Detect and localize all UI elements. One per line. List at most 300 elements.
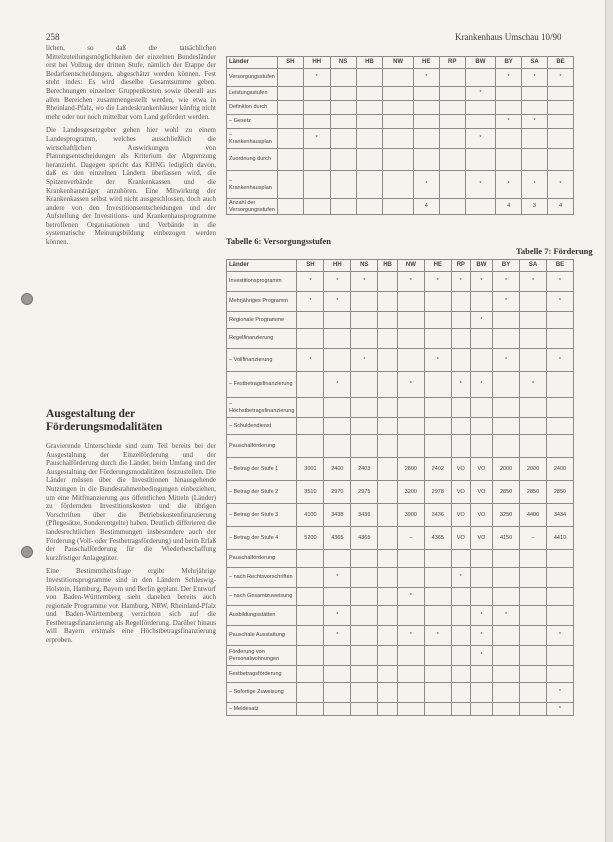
- table-cell: *: [397, 272, 424, 292]
- table-cell: [470, 666, 492, 683]
- column-header: HH: [324, 260, 351, 272]
- table-cell: [351, 626, 378, 646]
- table-cell: *: [324, 272, 351, 292]
- table-cell: 4410: [546, 527, 573, 550]
- table-cell: *: [496, 171, 522, 199]
- table-cell: [303, 171, 330, 199]
- table-cell: [520, 588, 547, 606]
- table-cell: [383, 129, 414, 149]
- table-cell: 4365: [424, 527, 451, 550]
- table-cell: *: [324, 292, 351, 312]
- table-cell: [330, 149, 356, 171]
- table-cell: [547, 101, 573, 115]
- paragraph: Eine Bestimmtheitsfrage ergibt Mehrjährige Investitionsprogramme sind in den Ländern Schleswig-Holstein, Hamburg, Bayern und Berlin geplant. Der Entwurf von Baden-Württemberg sieht daneben bereits auch regionale Programme vor. Hamburg, NRW, Rheinland-Pfalz und Baden-Württemberg verzichten sich auf die Festbetragsfinanzierung als Regelförderung. Darüber hinaus will Bayern erstmals eine Höchstbetragsfinanzierung erproben.: [46, 567, 216, 645]
- table-cell: 4: [496, 199, 522, 215]
- table-cell: 2850: [493, 481, 520, 504]
- table-cell: [383, 199, 414, 215]
- table-cell: [324, 683, 351, 703]
- table-cell: [324, 588, 351, 606]
- table-cell: [451, 550, 470, 568]
- table-cell: [493, 683, 520, 703]
- table-cell: [470, 329, 492, 349]
- table-cell: [546, 646, 573, 666]
- row-label: – Sofortige Zuweisung: [227, 683, 297, 703]
- table-cell: [470, 418, 492, 435]
- column-header: HB: [378, 260, 398, 272]
- table-cell: [397, 398, 424, 418]
- table-cell: [424, 606, 451, 626]
- table-cell: [297, 550, 324, 568]
- table-cell: [465, 69, 496, 87]
- table-cell: [522, 87, 548, 101]
- table-cell: [520, 606, 547, 626]
- table-cell: *: [451, 372, 470, 398]
- table-row: [227, 550, 574, 568]
- table-cell: [413, 149, 439, 171]
- table-cell: [330, 101, 356, 115]
- table-cell: [496, 101, 522, 115]
- row-label: – Krankenhausplan: [227, 171, 278, 199]
- column-header: HH: [303, 57, 330, 69]
- row-label: – Betrag der Stufe 3: [227, 504, 297, 527]
- table-cell: [451, 435, 470, 458]
- table-row: [227, 481, 574, 504]
- table-foerderung: [226, 259, 574, 716]
- row-label: Anzahl der Versorgungsstufen: [227, 199, 278, 215]
- column-header: NS: [330, 57, 356, 69]
- table-cell: [297, 329, 324, 349]
- table-cell: [520, 329, 547, 349]
- table-cell: *: [496, 115, 522, 129]
- table-cell: *: [493, 606, 520, 626]
- table-cell: [277, 101, 303, 115]
- table-cell: [493, 329, 520, 349]
- table-cell: [351, 703, 378, 716]
- table-cell: [493, 568, 520, 588]
- column-header: BE: [547, 57, 573, 69]
- table-cell: [547, 87, 573, 101]
- table-cell: [324, 550, 351, 568]
- table-cell: [451, 312, 470, 329]
- table-cell: [397, 703, 424, 716]
- column-header: BW: [465, 57, 496, 69]
- table-cell: 3510: [297, 481, 324, 504]
- table-cell: [520, 550, 547, 568]
- table-cell: *: [465, 171, 496, 199]
- table-cell: [330, 129, 356, 149]
- table-row: [227, 329, 574, 349]
- column-header: Länder: [227, 260, 297, 272]
- table-row: [227, 101, 574, 115]
- table-header-row: [227, 260, 574, 272]
- table-cell: [277, 129, 303, 149]
- table-cell: VO: [451, 504, 470, 527]
- table-row: [227, 606, 574, 626]
- table-cell: [439, 199, 465, 215]
- row-label: – Höchstbetragsfinanzierung: [227, 398, 297, 418]
- table-cell: [303, 87, 330, 101]
- table-cell: *: [546, 626, 573, 646]
- column-header: SH: [297, 260, 324, 272]
- table-cell: 2970: [324, 481, 351, 504]
- table-cell: [383, 115, 414, 129]
- table-cell: [424, 568, 451, 588]
- table-cell: 3436: [424, 504, 451, 527]
- table-cell: [522, 149, 548, 171]
- table-cell: *: [351, 272, 378, 292]
- row-label: – Meldesatz: [227, 703, 297, 716]
- table-cell: [330, 115, 356, 129]
- table-row: [227, 87, 574, 101]
- paragraph: lichen, so daß die tatsächlichen Mittelzuteilungsmöglichkeiten der einzelnen Bundesländer erst bei Vollzug der dritten Stufe, nämlich der Etappe der Bedarfsentscheidungen, abgeschätzt werden können. Fest steht indes: Es wird dieselbe Gesamtsumme geben. Berechnungen einzelner Gruppenkosten sowie überall aus allen Bereichen zusammengestellt werden, wie etwa in Rheinland-Pfalz, wo die Landeskrankenhäuser künftig nicht mehr oder nur noch mittelbar vom Land gefördert werden.: [46, 44, 216, 121]
- table-cell: [383, 87, 414, 101]
- column-header: NS: [351, 260, 378, 272]
- table-cell: [424, 418, 451, 435]
- table-cell: [496, 87, 522, 101]
- table-row: [227, 568, 574, 588]
- table-cell: 2978: [424, 481, 451, 504]
- table-cell: *: [424, 272, 451, 292]
- table-cell: [493, 418, 520, 435]
- table-row: [227, 349, 574, 372]
- table-cell: [424, 703, 451, 716]
- table-cell: 3438: [324, 504, 351, 527]
- table-cell: [465, 115, 496, 129]
- table-cell: [547, 129, 573, 149]
- table-cell: VO: [470, 458, 492, 481]
- table-cell: [451, 292, 470, 312]
- table-cell: 2402: [424, 458, 451, 481]
- table-cell: [424, 683, 451, 703]
- row-label: – Vollfinanzierung: [227, 349, 297, 372]
- table-cell: *: [465, 87, 496, 101]
- table-cell: [397, 550, 424, 568]
- table-cell: [470, 349, 492, 372]
- table-cell: [303, 199, 330, 215]
- table-cell: [351, 418, 378, 435]
- table-cell: 3001: [297, 458, 324, 481]
- page-number: 258: [46, 32, 60, 42]
- table-cell: [397, 435, 424, 458]
- table-cell: 3436: [351, 504, 378, 527]
- table-cell: [424, 292, 451, 312]
- table-cell: [470, 568, 492, 588]
- table-cell: [324, 349, 351, 372]
- table-cell: [324, 435, 351, 458]
- table-cell: [356, 199, 383, 215]
- column-header: BY: [496, 57, 522, 69]
- table-cell: [493, 550, 520, 568]
- page-edge: [605, 0, 613, 842]
- table-cell: [451, 606, 470, 626]
- table-cell: [522, 101, 548, 115]
- table-cell: [470, 550, 492, 568]
- table-cell: [324, 703, 351, 716]
- table-cell: [378, 272, 398, 292]
- table-cell: *: [397, 626, 424, 646]
- paragraph: Gravierende Unterschiede sind zum Teil bereits bei der Ausgestaltung der Einzelförderung und der Pauschalförderung durch die Länder, beim Umfang und der Ausgestaltung der Förderungsmodalitäten festzustellen. Die Länder müssen über die Investitionen hinausgehende Nutzungen in die Bundesrahmenbedingungen einbeziehen, um eine Mitfinanzierung aus öffentlichen Mitteln (Länder) zu fördernden Investitionskosten und die übrigen Vorschriften über die Betriebskostenfinanzierung (Pflegesätze, Sonderentgelte) haben. Deutlich differieren die landesrechtlichen Bestimmungen insbesondere auch der Förderung (Voll- oder Festbetragsförderung) und beim Erlaß der Pauschalförderung für die Wiederbeschaffung kurzfristiger Anlagegüter.: [46, 442, 216, 562]
- table-cell: [397, 646, 424, 666]
- table-cell: VO: [470, 504, 492, 527]
- row-label: – Betrag der Stufe 1: [227, 458, 297, 481]
- table-cell: 3434: [546, 504, 573, 527]
- row-label: – Gesetz: [227, 115, 278, 129]
- table-cell: [424, 550, 451, 568]
- table-row: [227, 398, 574, 418]
- table-cell: *: [546, 292, 573, 312]
- table-cell: *: [297, 292, 324, 312]
- table-cell: [297, 606, 324, 626]
- table-cell: [451, 703, 470, 716]
- table-cell: [413, 101, 439, 115]
- table-cell: [383, 149, 414, 171]
- table-cell: *: [413, 171, 439, 199]
- table-row: [227, 458, 574, 481]
- row-label: Versorgungsstufen: [227, 69, 278, 87]
- table-cell: [378, 527, 398, 550]
- table-cell: [397, 292, 424, 312]
- table-cell: [493, 312, 520, 329]
- table-cell: 5200: [297, 527, 324, 550]
- table-cell: *: [470, 372, 492, 398]
- table-cell: [356, 69, 383, 87]
- table-header-row: [227, 57, 574, 69]
- table-cell: [397, 312, 424, 329]
- table-cell: 4: [547, 199, 573, 215]
- row-label: – Festbetragsfinanzierung: [227, 372, 297, 398]
- table-cell: [424, 398, 451, 418]
- table-cell: *: [547, 171, 573, 199]
- table-cell: [451, 626, 470, 646]
- table-cell: [520, 418, 547, 435]
- table-cell: [324, 418, 351, 435]
- row-label: Förderung von Personalwohnungen: [227, 646, 297, 666]
- table-cell: [520, 349, 547, 372]
- table-cell: [546, 588, 573, 606]
- table-cell: [356, 87, 383, 101]
- table-cell: *: [520, 372, 547, 398]
- table-cell: VO: [451, 481, 470, 504]
- table-cell: [378, 458, 398, 481]
- column-header: NW: [383, 57, 414, 69]
- table-cell: [546, 666, 573, 683]
- table-cell: 3: [522, 199, 548, 215]
- table-cell: *: [413, 69, 439, 87]
- row-label: Regelfinanzierung: [227, 329, 297, 349]
- column-header: BE: [546, 260, 573, 272]
- row-label: – nach Rechtsvorschriften: [227, 568, 297, 588]
- table-versorgungsstufen: [226, 56, 574, 215]
- row-label: – Krankenhausplan: [227, 129, 278, 149]
- table-cell: [451, 418, 470, 435]
- table-row: [227, 69, 574, 87]
- table-row: [227, 129, 574, 149]
- table-cell: *: [470, 606, 492, 626]
- table-cell: *: [424, 349, 451, 372]
- table-cell: *: [470, 626, 492, 646]
- row-label: Zuordnung durch: [227, 149, 278, 171]
- table-cell: [378, 703, 398, 716]
- table-cell: [324, 312, 351, 329]
- table-cell: 2800: [397, 458, 424, 481]
- table-cell: [297, 683, 324, 703]
- table-row: [227, 199, 574, 215]
- table-cell: [493, 703, 520, 716]
- table-cell: 2400: [324, 458, 351, 481]
- table-cell: [439, 115, 465, 129]
- row-label: Pauschalförderung: [227, 550, 297, 568]
- punch-hole: [21, 293, 33, 305]
- table-cell: *: [522, 171, 548, 199]
- table-cell: VO: [451, 527, 470, 550]
- table-cell: [451, 588, 470, 606]
- table-cell: 2975: [351, 481, 378, 504]
- table-cell: [546, 550, 573, 568]
- table-cell: [324, 398, 351, 418]
- row-label: Pauschale Ausstattung: [227, 626, 297, 646]
- table-cell: [351, 666, 378, 683]
- table-cell: [413, 115, 439, 129]
- row-label: – Betrag der Stufe 2: [227, 481, 297, 504]
- table-cell: [451, 329, 470, 349]
- table-cell: [470, 683, 492, 703]
- column-header: HB: [356, 57, 383, 69]
- table-cell: 2400: [546, 458, 573, 481]
- table-cell: [356, 115, 383, 129]
- table-cell: [351, 588, 378, 606]
- punch-hole: [21, 546, 33, 558]
- table-row: [227, 626, 574, 646]
- table-cell: [520, 626, 547, 646]
- column-header: BY: [493, 260, 520, 272]
- table-cell: –: [520, 527, 547, 550]
- column-header: Länder: [227, 57, 278, 69]
- table-cell: *: [324, 606, 351, 626]
- column-header: RP: [451, 260, 470, 272]
- table-cell: [465, 149, 496, 171]
- table-cell: [356, 149, 383, 171]
- table-cell: [351, 568, 378, 588]
- table-cell: [397, 418, 424, 435]
- table-cell: [439, 171, 465, 199]
- column-header: HE: [424, 260, 451, 272]
- table-cell: [351, 646, 378, 666]
- table-cell: VO: [470, 481, 492, 504]
- column-header: BW: [470, 260, 492, 272]
- row-label: Definition durch: [227, 101, 278, 115]
- table-cell: [397, 606, 424, 626]
- table-cell: [383, 171, 414, 199]
- table-row: [227, 588, 574, 606]
- table-cell: 2850: [546, 481, 573, 504]
- table-cell: [439, 149, 465, 171]
- table-cell: [378, 312, 398, 329]
- table-cell: [297, 418, 324, 435]
- table-cell: [351, 329, 378, 349]
- table-cell: *: [470, 646, 492, 666]
- text-column-lower: [46, 442, 216, 650]
- table-cell: [493, 398, 520, 418]
- table-cell: *: [470, 312, 492, 329]
- table-cell: *: [303, 69, 330, 87]
- table-cell: [493, 435, 520, 458]
- table-cell: [493, 666, 520, 683]
- table-cell: [303, 115, 330, 129]
- table-cell: [439, 129, 465, 149]
- table-cell: *: [397, 588, 424, 606]
- table-cell: 2000: [520, 458, 547, 481]
- table-cell: [520, 703, 547, 716]
- table-cell: [496, 149, 522, 171]
- table-cell: [378, 418, 398, 435]
- table-row: [227, 171, 574, 199]
- table-cell: *: [397, 372, 424, 398]
- table-cell: [330, 171, 356, 199]
- table-cell: 4400: [520, 504, 547, 527]
- table-cell: [546, 329, 573, 349]
- table-cell: *: [470, 272, 492, 292]
- table-cell: [351, 550, 378, 568]
- row-label: Festbetragsförderung: [227, 666, 297, 683]
- table-cell: [324, 646, 351, 666]
- row-label: Pauschalförderung: [227, 435, 297, 458]
- table-cell: [297, 435, 324, 458]
- table-cell: [470, 398, 492, 418]
- column-header: SA: [522, 57, 548, 69]
- table-cell: [546, 435, 573, 458]
- table-cell: [397, 568, 424, 588]
- table-cell: [297, 398, 324, 418]
- table-caption: Tabelle 7: Förderung: [516, 246, 593, 256]
- table-cell: *: [451, 568, 470, 588]
- table-cell: [546, 606, 573, 626]
- table-cell: [297, 646, 324, 666]
- table-cell: [297, 312, 324, 329]
- table-cell: [378, 550, 398, 568]
- row-label: – Schuldendienst: [227, 418, 297, 435]
- table-row: [227, 312, 574, 329]
- table-cell: *: [522, 115, 548, 129]
- table-cell: [397, 683, 424, 703]
- table-cell: [424, 666, 451, 683]
- table-cell: [520, 666, 547, 683]
- table-cell: [297, 588, 324, 606]
- table-cell: [546, 312, 573, 329]
- table-cell: [493, 626, 520, 646]
- table-cell: [383, 101, 414, 115]
- table-cell: [324, 666, 351, 683]
- table-row: [227, 435, 574, 458]
- table-cell: *: [546, 349, 573, 372]
- table-cell: [378, 372, 398, 398]
- table-cell: [546, 372, 573, 398]
- table-cell: [465, 101, 496, 115]
- row-label: Ausbildungsstätten: [227, 606, 297, 626]
- table-cell: 4150: [493, 527, 520, 550]
- table-cell: [351, 372, 378, 398]
- table-cell: [424, 312, 451, 329]
- table-cell: [424, 329, 451, 349]
- table-cell: 4: [413, 199, 439, 215]
- table-cell: *: [546, 272, 573, 292]
- table-cell: [546, 398, 573, 418]
- table-cell: [520, 435, 547, 458]
- table-cell: [470, 435, 492, 458]
- table-cell: [470, 588, 492, 606]
- table-cell: –: [397, 527, 424, 550]
- table-cell: [520, 646, 547, 666]
- table-cell: *: [451, 272, 470, 292]
